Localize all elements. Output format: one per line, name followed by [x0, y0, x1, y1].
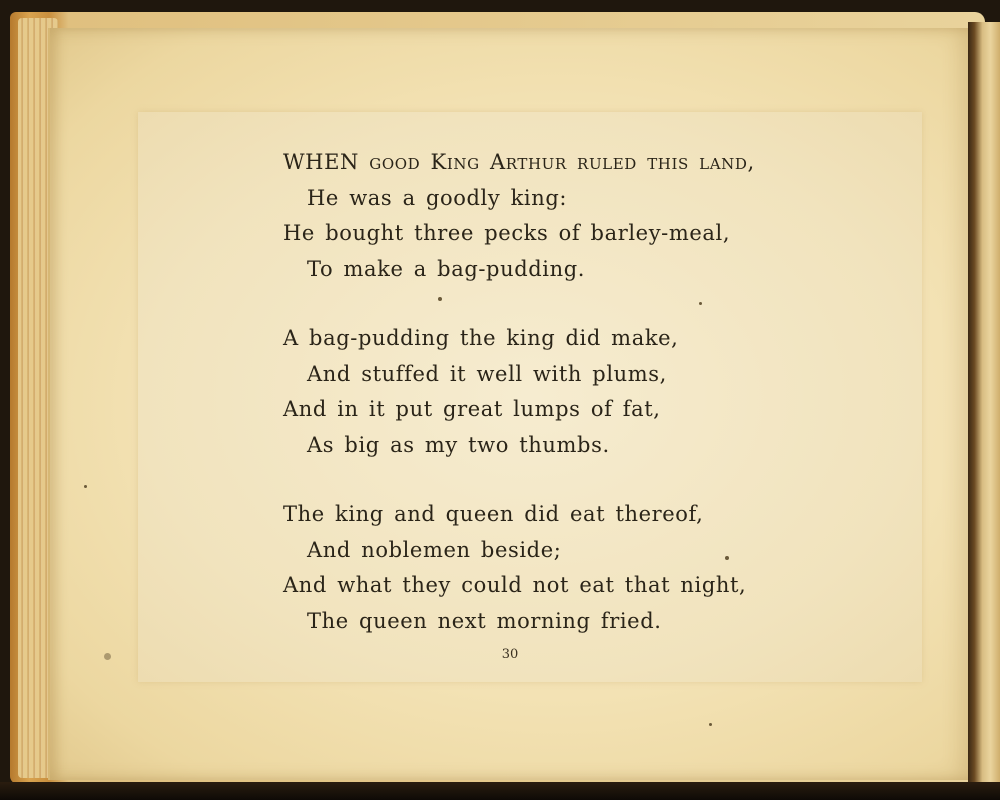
- paper-speck: [84, 485, 87, 488]
- paper-speck: [709, 723, 712, 726]
- poem: [283, 145, 903, 639]
- page-number: 30: [501, 647, 519, 662]
- paper-speck: [699, 302, 702, 305]
- facing-page-edge: [968, 22, 1000, 782]
- poem-line: To make a bag-pudding.: [307, 256, 586, 281]
- paper-speck: [104, 653, 111, 660]
- paper-speck: [438, 297, 442, 301]
- poem-line: And stuffed it well with plums,: [307, 361, 667, 386]
- paper-speck: [725, 556, 729, 560]
- poem-line: And noblemen beside;: [307, 537, 562, 562]
- stanza-2: [283, 321, 903, 463]
- poem-line: He was a goodly king:: [307, 185, 568, 210]
- poem-line: The king and queen did eat thereof,: [283, 502, 704, 526]
- table-shadow: [0, 782, 1000, 800]
- poem-line: WHEN good King Arthur ruled this land,: [283, 150, 755, 174]
- poem-line: And in it put great lumps of fat,: [283, 397, 661, 421]
- poem-line: The queen next morning fried.: [307, 608, 662, 633]
- poem-line: As big as my two thumbs.: [307, 432, 610, 457]
- poem-line: A bag-pudding the king did make,: [283, 326, 679, 350]
- stanza-1: [283, 145, 903, 287]
- stanza-3: [283, 497, 903, 639]
- poem-line: He bought three pecks of barley-meal,: [283, 221, 731, 245]
- poem-line: And what they could not eat that night,: [283, 573, 747, 597]
